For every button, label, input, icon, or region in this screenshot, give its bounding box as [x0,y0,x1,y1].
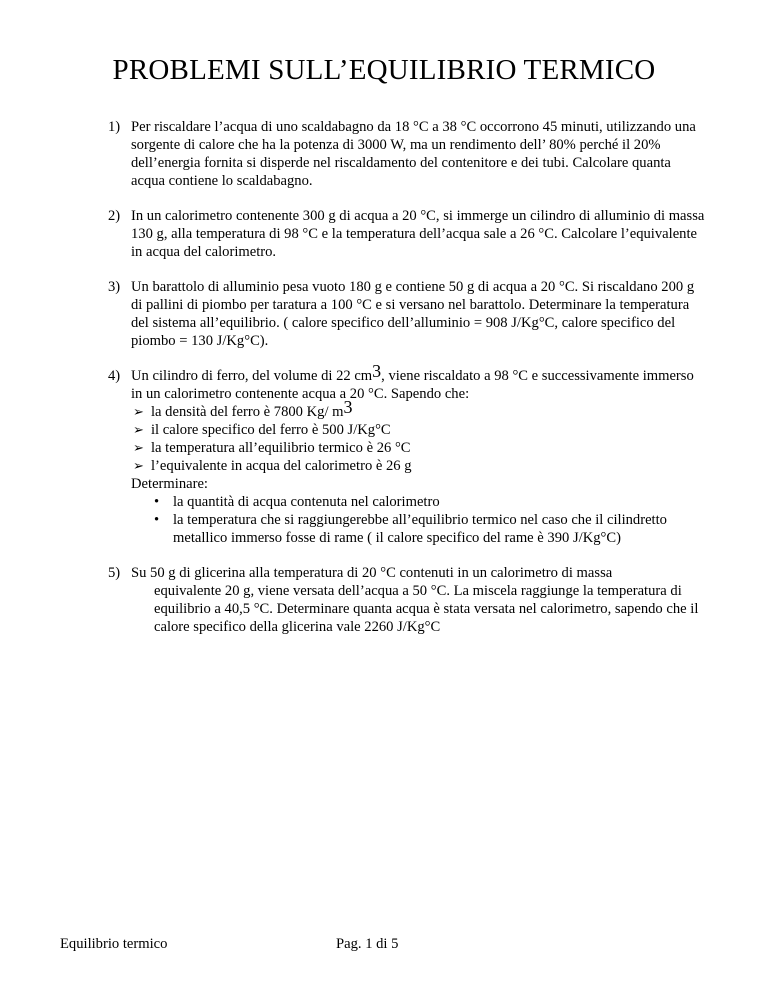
problem-text: Su 50 g di glicerina alla temperatura di 20 °C contenuti in un calorimetro di massa [131,565,613,581]
problem-number: 5) [108,565,121,581]
arrow-bullet-icon: ➢ [133,422,144,437]
page-number: Pag. 1 di 5 [336,936,399,952]
fact-text: il calore specifico del ferro è 500 J/Kg°C [151,422,391,438]
list-item [131,439,708,457]
problem-intro [131,361,708,403]
problem-text: , viene riscaldato a 98 °C e successivamente immerso in un calorimetro contenente acqua a 20 °C. Sapendo che: [131,368,694,402]
fact-text: la densità del ferro è 7800 Kg/ m [151,404,344,420]
problem-text-continued: equivalente 20 g, viene versata dell’acqua a 50 °C. La miscela raggiunge la temperatura di equilibrio a 40,5 °C. Determinare quanta acqua è stata versata nel calorimetro, sapendo che il calore specifico della glicerina vale 2260 J/Kg°C [154,583,699,635]
task-text: la quantità di acqua contenuta nel calorimetro [173,494,440,510]
problem-text: Un cilindro di ferro, del volume di 22 cm [131,368,373,384]
problem-1 [108,118,708,190]
arrow-bullet-icon: ➢ [133,440,144,455]
fact-text: l’equivalente in acqua del calorimetro è 26 g [151,458,412,474]
arrow-bullet-icon: ➢ [133,404,144,419]
superscript: 3 [343,397,353,417]
page-title: PROBLEMI SULL’EQUILIBRIO TERMICO [112,54,656,86]
superscript: 3 [372,361,382,381]
task-text: la temperatura che si raggiungerebbe all’equilibrio termico nel caso che il cilindretto metallico immerso fosse di rame ( il calore specifico del rame è 390 J/Kg°C) [173,512,667,546]
problem-number: 1) [108,119,121,135]
problem-3 [108,278,708,350]
arrow-bullet-icon: ➢ [133,458,144,473]
bullet-dot-icon: • [154,512,160,528]
problem-5 [108,564,708,636]
problem-4 [108,361,708,547]
problem-2 [108,207,708,261]
given-facts-list [131,397,708,475]
tasks-list [131,493,708,547]
determine-label: Determinare: [131,476,208,492]
bullet-dot-icon: • [154,494,160,510]
footer-title: Equilibrio termico [60,936,168,952]
list-item [131,397,708,421]
problem-text: Per riscaldare l’acqua di uno scaldabagno da 18 °C a 38 °C occorrono 45 minuti, utilizzando una sorgente di calore che ha la potenza di 3000 W, ma un rendimento dell’ 80% perché il 20% dell’energia fornita si disperde nel riscaldamento del contenitore e dei tubi. Calcolare quanta acqua contiene lo scaldabagno. [131,119,696,189]
list-item [131,421,708,439]
fact-text: la temperatura all’equilibrio termico è 26 °C [151,440,411,456]
problem-text: Un barattolo di alluminio pesa vuoto 180 g e contiene 50 g di acqua a 20 °C. Si riscaldano 200 g di pallini di piombo per taratura a 100 °C e si versano nel barattolo. Determinare la temperatura del sistema all’equilibrio. ( calore specifico dell’alluminio = 908 J/Kg°C, calore specifico del piombo = 130 J/Kg°C). [131,279,695,349]
list-item [154,511,708,547]
problem-text: In un calorimetro contenente 300 g di acqua a 20 °C, si immerge un cilindro di alluminio di massa 130 g, alla temperatura di 98 °C e la temperatura dell’acqua sale a 26 °C. Calcolare l’equivalente in acqua del calorimetro. [131,208,705,260]
problem-number: 3) [108,279,121,295]
problem-list [108,118,708,653]
list-item [131,457,708,475]
problem-number: 4) [108,368,121,384]
list-item [154,493,708,511]
problem-number: 2) [108,208,121,224]
